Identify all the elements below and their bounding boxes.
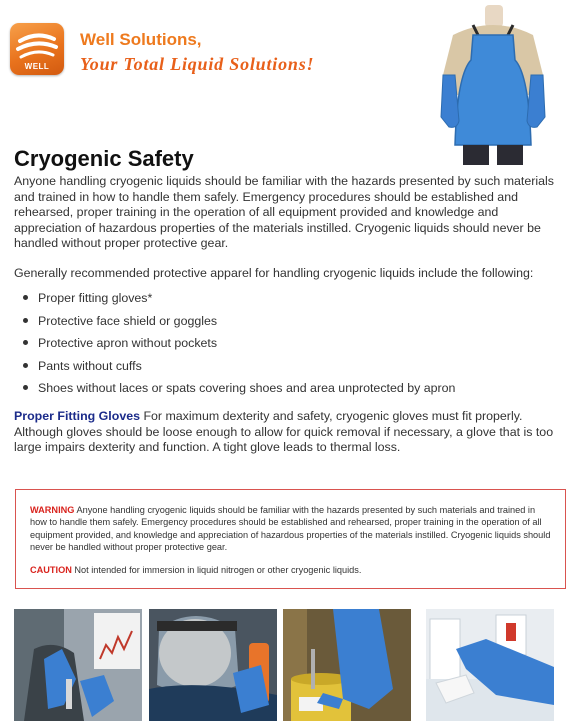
photo-strip	[14, 609, 566, 721]
warning-text: Anyone handling cryogenic liquids should be familiar with the hazards presented by such materials and trained in how to handle them safely. Emergency procedures should be established and rehearsed, proper training in the operation of all equipment provided, and knowledge and appreciation of hazardous properties of the materials instilled. Cryogenic liquids should never be handled without proper protective gear.	[30, 505, 551, 553]
company-name: Well Solutions,	[80, 30, 202, 49]
company-slogan: Your Total Liquid Solutions!	[80, 54, 315, 74]
intro-paragraph: Anyone handling cryogenic liquids should be familiar with the hazards presented by such materials and trained in how to handle them safely. Emergency procedures should be established and rehearsed, proper training in the operation of all equipment provided and knowledge and appreciation of hazardous properties of the materials instilled. Cryogenic liquids should never be handled without proper protective gear.	[14, 174, 554, 250]
list-item: Proper fitting gloves*	[22, 287, 455, 310]
header	[0, 0, 570, 150]
caution-label: CAUTION	[30, 564, 72, 575]
caution-paragraph	[30, 564, 551, 576]
apparel-intro: Generally recommended protective apparel for handling cryogenic liquids include the following:	[14, 266, 534, 280]
cryogenic-apron-photo	[433, 5, 553, 165]
warning-paragraph	[30, 504, 551, 554]
apparel-list	[22, 287, 455, 400]
cryo-freezer-photo	[426, 609, 554, 721]
gloves-paragraph	[14, 409, 562, 456]
warning-label: WARNING	[30, 505, 75, 515]
page-title: Cryogenic Safety	[14, 146, 194, 171]
list-item: Pants without cuffs	[22, 355, 455, 378]
list-item: Protective apron without pockets	[22, 332, 455, 355]
company-logo	[10, 23, 64, 75]
gloves-text: For maximum dexterity and safety, cryogenic gloves must fit properly. Although gloves should be loose enough to allow for quick removal if necessary, a glove that is too large impairs dexterity and function. A tight glove leads to thermal loss.	[14, 409, 554, 454]
warning-box	[15, 489, 566, 589]
glove-container-photo	[283, 609, 411, 721]
lab-gloves-photo	[14, 609, 142, 721]
gloves-heading: Proper Fitting Gloves	[14, 409, 140, 423]
face-shield-photo	[149, 609, 277, 721]
list-item: Shoes without laces or spats covering shoes and area unprotected by apron	[22, 377, 455, 400]
caution-text: Not intended for immersion in liquid nitrogen or other cryogenic liquids.	[71, 564, 362, 575]
list-item: Protective face shield or goggles	[22, 310, 455, 333]
logo-text: WELL	[24, 62, 50, 71]
